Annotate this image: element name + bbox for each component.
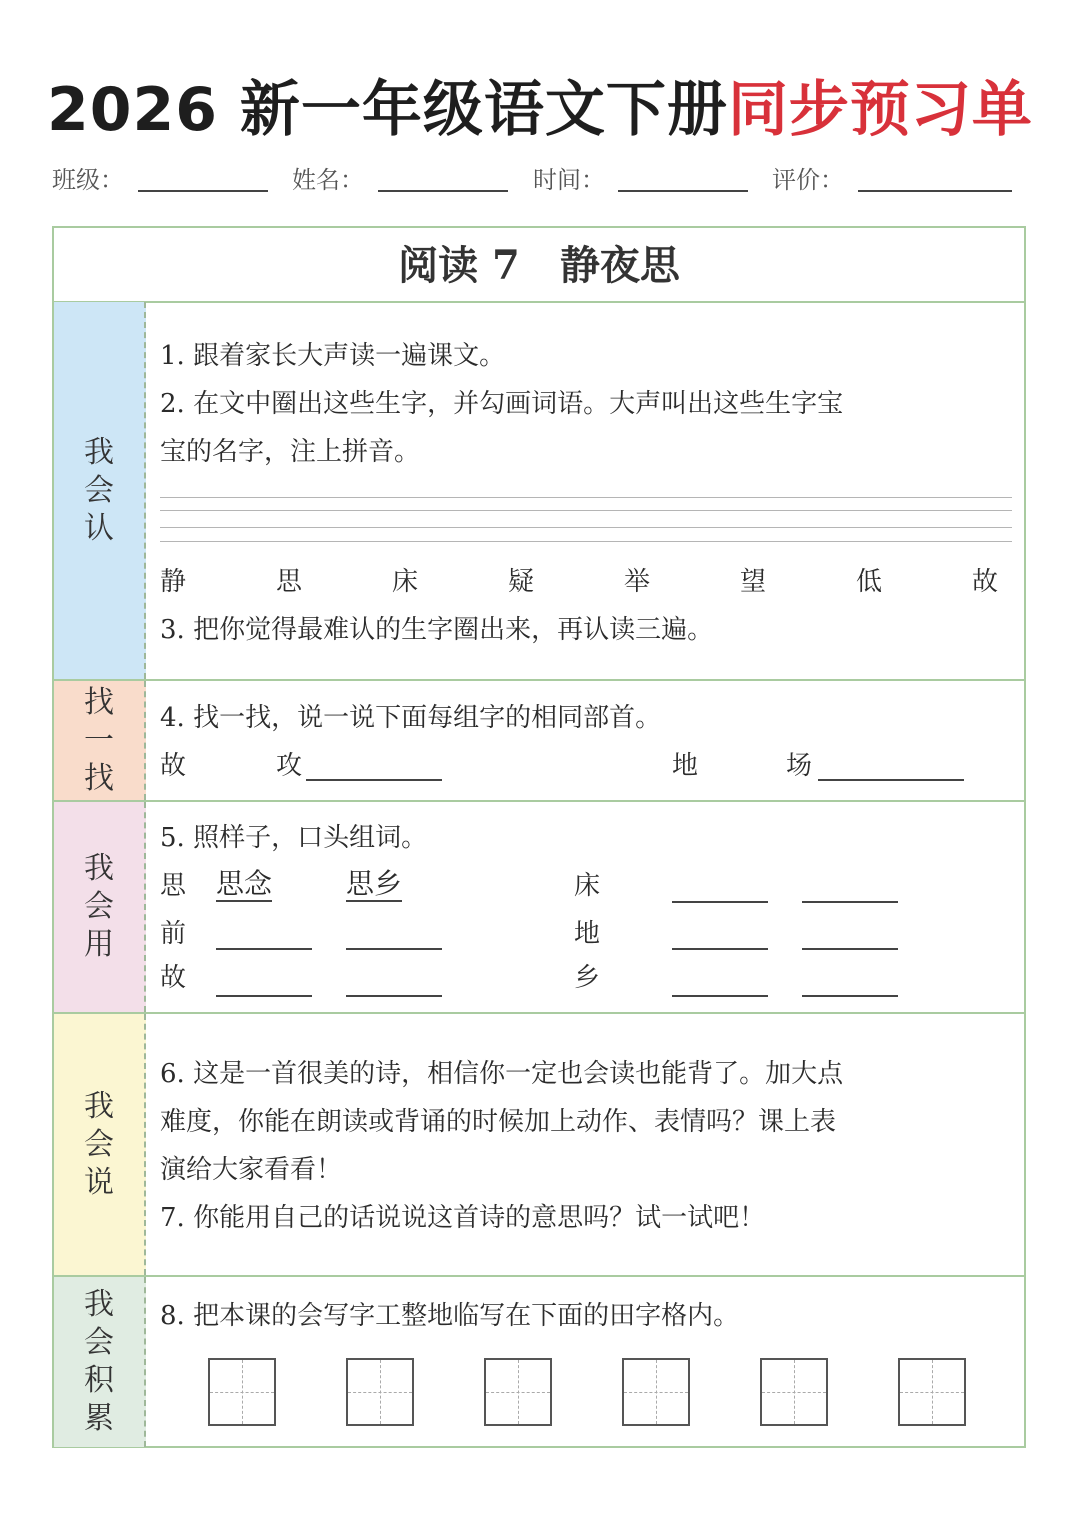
pinyin-line bbox=[160, 527, 1012, 528]
section-label-speak bbox=[54, 1014, 146, 1275]
section-label-char: 我 bbox=[84, 1287, 114, 1322]
answer-blank[interactable] bbox=[346, 995, 442, 997]
section-label-char: 用 bbox=[84, 927, 114, 962]
class-field[interactable] bbox=[138, 190, 268, 192]
eval-field[interactable] bbox=[858, 190, 1012, 192]
page-title bbox=[0, 72, 1080, 148]
question-2-line2: 宝的名字，注上拼音。 bbox=[160, 437, 421, 467]
word-char: 乡 bbox=[574, 963, 601, 993]
char-item: 举 bbox=[624, 567, 651, 597]
char-item: 望 bbox=[740, 567, 767, 597]
tianzi-grid[interactable] bbox=[208, 1358, 276, 1426]
question-7: 7. 你能用自己的话说说这首诗的意思吗？试一试吧！ bbox=[160, 1203, 766, 1233]
answer-blank[interactable] bbox=[346, 948, 442, 950]
answer-blank[interactable] bbox=[818, 779, 964, 781]
name-field[interactable] bbox=[378, 190, 508, 192]
pair-char: 攻 bbox=[276, 751, 303, 781]
section-label-char: 一 bbox=[84, 722, 114, 758]
answer-blank[interactable] bbox=[802, 901, 898, 903]
word-char: 思 bbox=[160, 871, 187, 901]
answer-blank[interactable] bbox=[802, 948, 898, 950]
section-label-char: 找 bbox=[84, 684, 114, 720]
section-label-accumulate bbox=[54, 1277, 146, 1447]
pinyin-line[interactable] bbox=[160, 497, 1012, 498]
section-label-char: 认 bbox=[84, 510, 114, 546]
question-1: 1. 跟着家长大声读一遍课文。 bbox=[160, 341, 506, 371]
lesson-heading: 阅读 7 静夜思 bbox=[398, 242, 680, 289]
char-item: 床 bbox=[392, 567, 419, 597]
word-char: 地 bbox=[574, 919, 601, 949]
divider bbox=[52, 1012, 1026, 1014]
section-label-char: 找 bbox=[84, 760, 114, 796]
question-8: 8. 把本课的会写字工整地临写在下面的田字格内。 bbox=[160, 1301, 740, 1331]
char-item: 静 bbox=[160, 567, 187, 597]
time-label: 时间： bbox=[533, 166, 605, 194]
tianzi-grid[interactable] bbox=[346, 1358, 414, 1426]
section-label-char: 我 bbox=[84, 434, 114, 470]
answer-blank[interactable] bbox=[672, 901, 768, 903]
tianzi-grid[interactable] bbox=[622, 1358, 690, 1426]
question-2-line1: 2. 在文中圈出这些生字，并勾画词语。大声叫出这些生字宝 bbox=[160, 389, 844, 419]
example-word: 思乡 bbox=[346, 867, 403, 900]
word-char: 前 bbox=[160, 919, 187, 949]
section-label-recognize bbox=[54, 302, 146, 679]
section-label-find bbox=[54, 681, 146, 800]
tianzi-grid[interactable] bbox=[760, 1358, 828, 1426]
tianzi-grid[interactable] bbox=[898, 1358, 966, 1426]
question-6-line1: 6. 这是一首很美的诗，相信你一定也会读也能背了。加大点 bbox=[160, 1059, 844, 1089]
title-main: 2026 新一年级语文下册 bbox=[47, 75, 728, 145]
pinyin-line bbox=[160, 510, 1012, 511]
class-label: 班级： bbox=[52, 166, 124, 194]
answer-blank[interactable] bbox=[802, 995, 898, 997]
char-item: 故 bbox=[972, 567, 999, 597]
divider bbox=[52, 679, 1026, 681]
char-item: 疑 bbox=[508, 567, 535, 597]
question-4: 4. 找一找，说一说下面每组字的相同部首。 bbox=[160, 703, 662, 733]
section-label-use bbox=[54, 802, 146, 1012]
question-5: 5. 照样子，口头组词。 bbox=[160, 823, 428, 853]
section-label-char: 会 bbox=[84, 889, 114, 924]
answer-blank[interactable] bbox=[672, 995, 768, 997]
word-char: 故 bbox=[160, 963, 187, 993]
char-item: 思 bbox=[276, 567, 303, 597]
pair-char: 场 bbox=[786, 751, 813, 781]
section-label-char: 会 bbox=[84, 1325, 114, 1360]
question-6-line3: 演给大家看看！ bbox=[160, 1155, 343, 1185]
section-label-char: 我 bbox=[84, 1088, 114, 1124]
name-label: 姓名： bbox=[292, 166, 364, 194]
word-char: 床 bbox=[574, 871, 601, 901]
answer-blank[interactable] bbox=[672, 948, 768, 950]
title-accent: 同步预习单 bbox=[727, 75, 1033, 145]
answer-blank[interactable] bbox=[216, 995, 312, 997]
section-label-char: 会 bbox=[84, 1126, 114, 1162]
question-3: 3. 把你觉得最难认的生字圈出来，再认读三遍。 bbox=[160, 615, 714, 645]
section-label-char: 说 bbox=[84, 1164, 114, 1200]
tianzi-grid[interactable] bbox=[484, 1358, 552, 1426]
question-6-line2: 难度，你能在朗读或背诵的时候加上动作、表情吗？课上表 bbox=[160, 1107, 837, 1137]
section-label-char: 累 bbox=[84, 1401, 114, 1436]
pair-char: 故 bbox=[160, 751, 187, 781]
divider bbox=[52, 800, 1026, 802]
time-field[interactable] bbox=[618, 190, 748, 192]
section-label-char: 会 bbox=[84, 472, 114, 508]
eval-label: 评价： bbox=[772, 166, 844, 194]
divider bbox=[52, 1275, 1026, 1277]
answer-blank[interactable] bbox=[216, 948, 312, 950]
answer-blank[interactable] bbox=[306, 779, 442, 781]
section-label-char: 我 bbox=[84, 851, 114, 886]
pinyin-line bbox=[160, 541, 1012, 542]
example-word: 思念 bbox=[216, 867, 273, 900]
section-label-char: 积 bbox=[84, 1363, 114, 1398]
pair-char: 地 bbox=[672, 751, 699, 781]
char-item: 低 bbox=[856, 567, 883, 597]
divider bbox=[52, 301, 1026, 303]
